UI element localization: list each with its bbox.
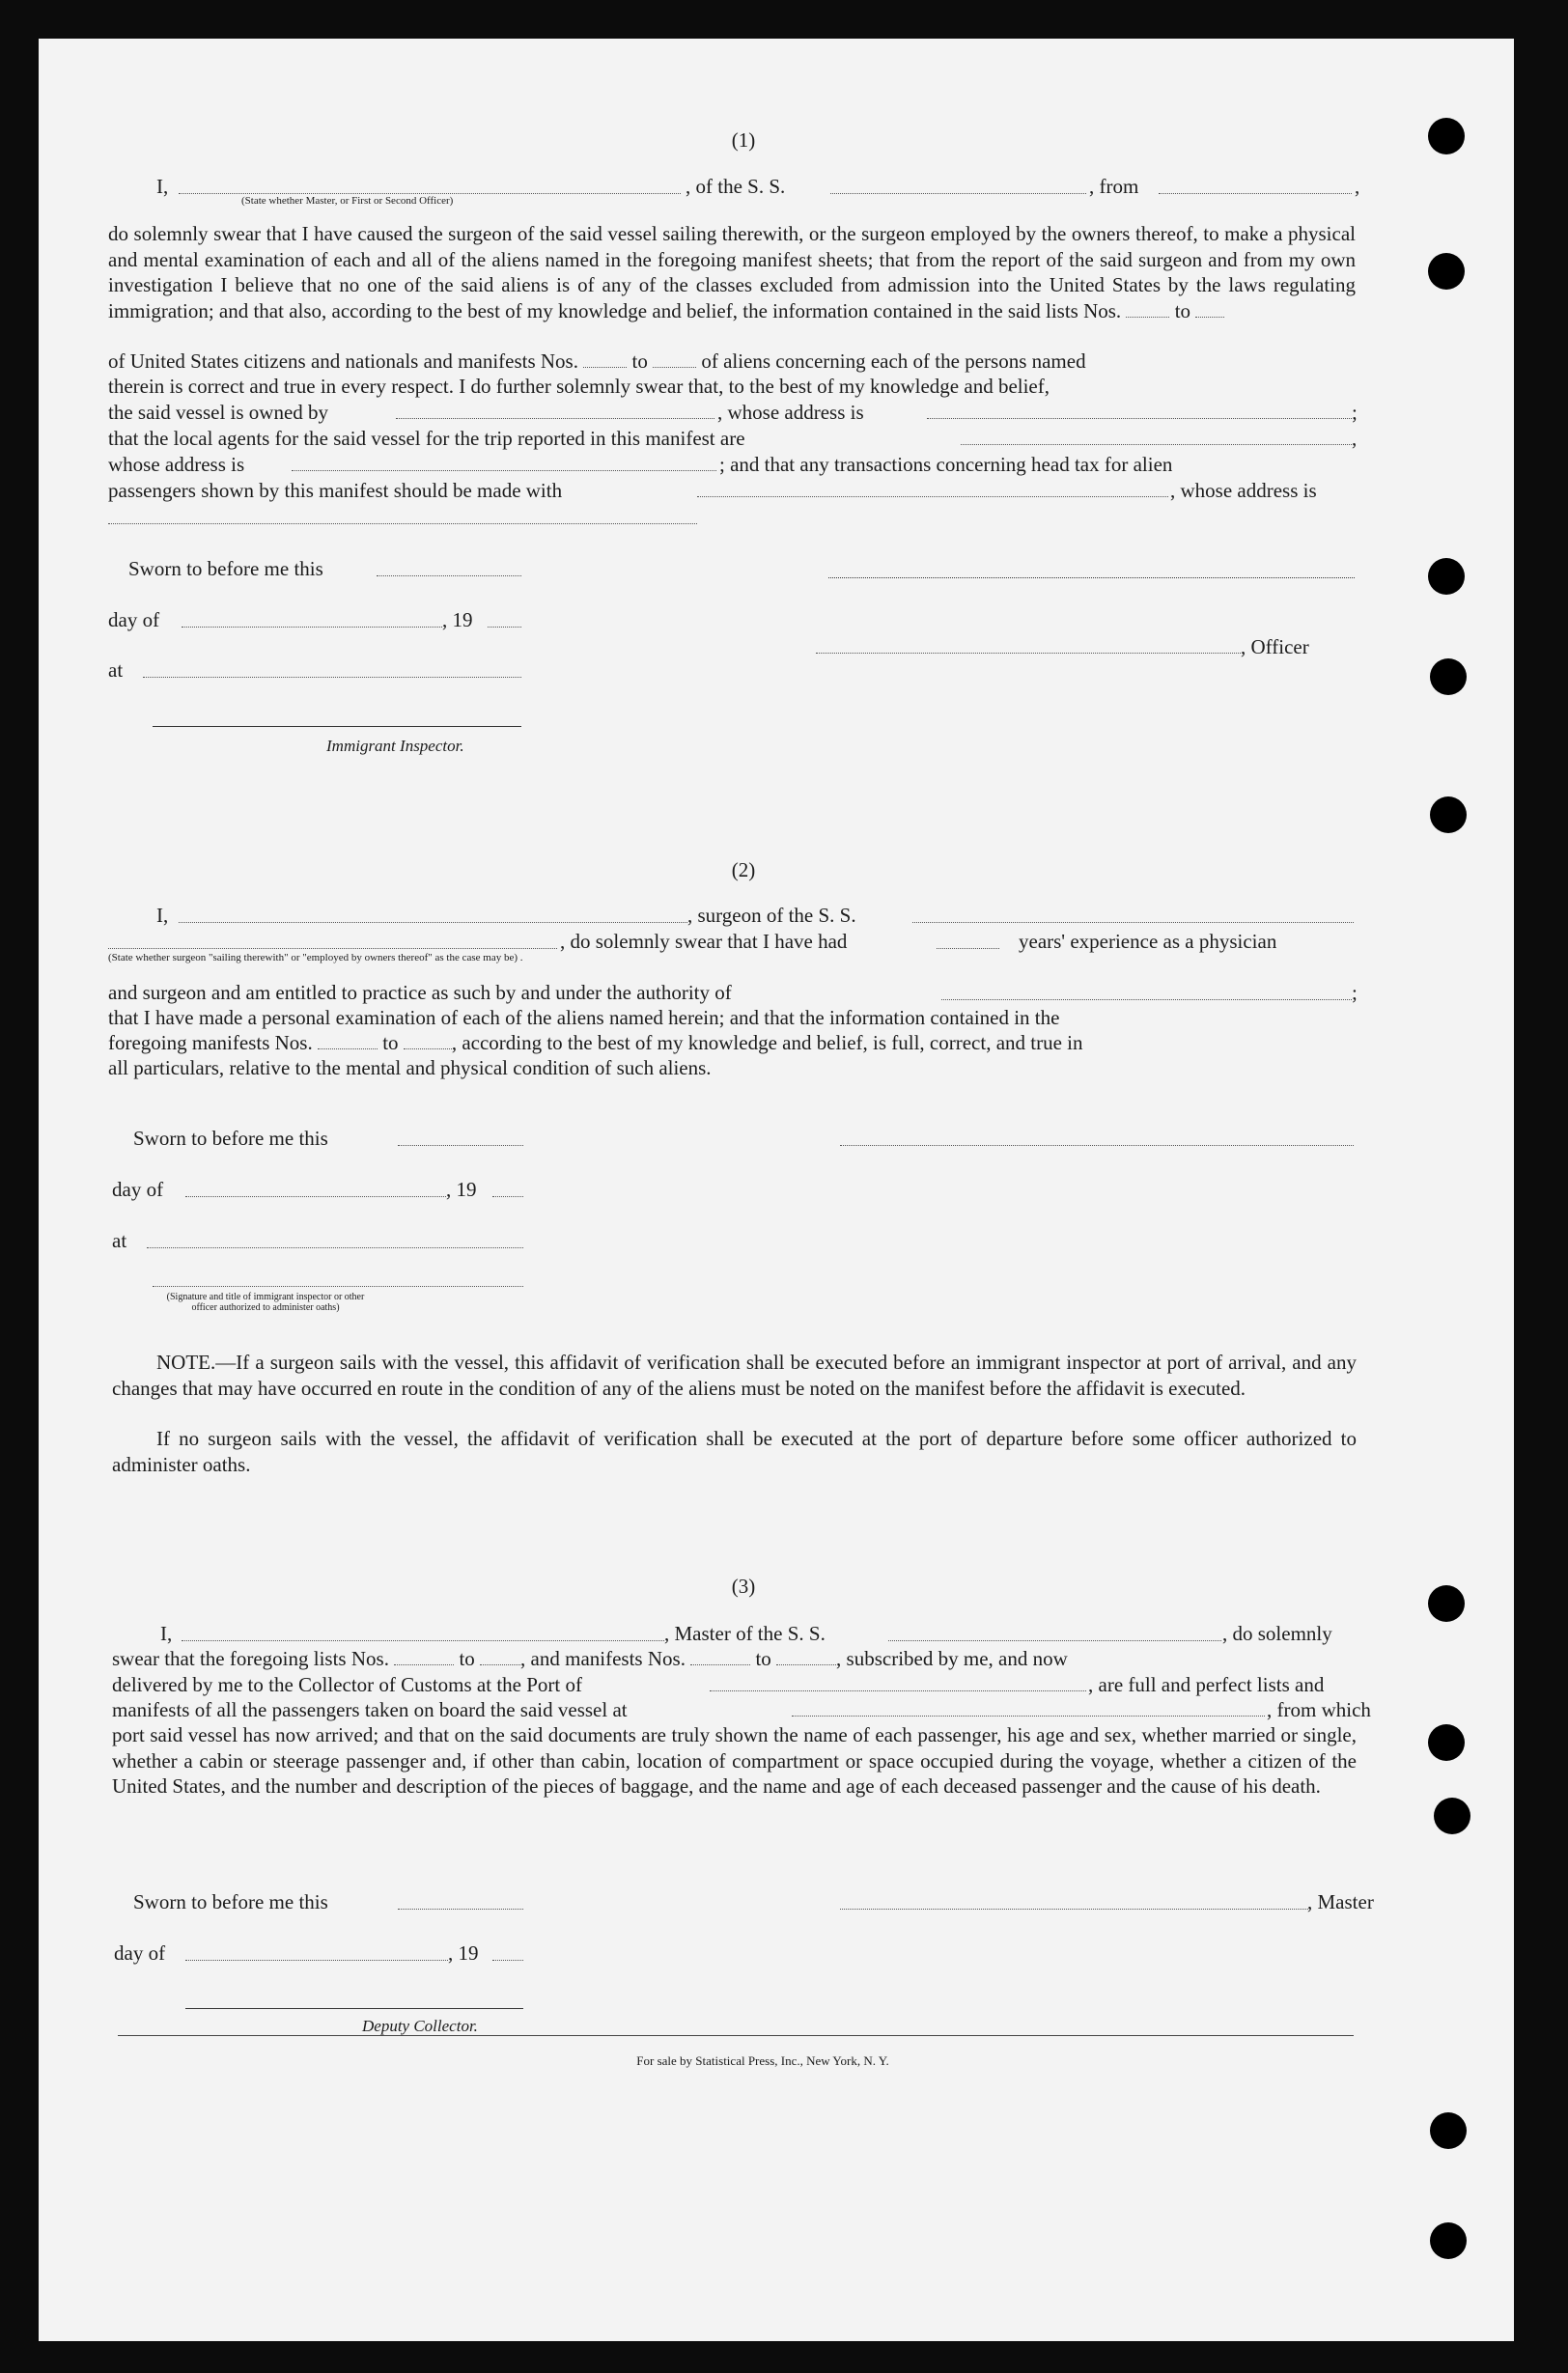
text-of-ss: , of the S. S.	[686, 175, 786, 198]
foregoing-line	[108, 1030, 1083, 1055]
master-signature-line[interactable]	[840, 1909, 1308, 1910]
note-paragraph-2	[112, 1426, 1357, 1477]
text-to: to	[459, 1647, 475, 1670]
master-of-text: , Master of the S. S.	[664, 1622, 826, 1645]
surgeon-note: (State whether surgeon "sailing therewith" or "employed by owners thereof" as the case may be) .	[108, 952, 523, 963]
subscribed-text: , subscribed by me, and now	[836, 1647, 1068, 1670]
lists-to-field[interactable]	[1195, 299, 1224, 318]
surgeon-vessel-field[interactable]	[912, 922, 1354, 923]
comma: ,	[1352, 427, 1358, 450]
binder-hole	[1428, 558, 1465, 595]
semicolon: ;	[1352, 981, 1358, 1004]
head-tax-agent-field[interactable]	[697, 496, 1168, 497]
sworn-date-field[interactable]	[398, 1145, 523, 1146]
head-tax-address-field[interactable]	[108, 523, 697, 524]
binder-hole	[1434, 1798, 1470, 1834]
sworn-label: Sworn to before me this	[133, 1127, 328, 1150]
oath-body: do solemnly swear that I have caused the surgeon of the said vessel sailing therewith, or the surgeon employed by the owners thereof, to make a physical and mental examination of each and all of the aliens named in the foregoing manifest sheets; that from the report of the said surgeon and from my own investigation I believe that no one of the said aliens is of any of the classes excluded from admission into the United States by the laws regulating immigration; and that also, according to the best of my knowledge and belief, the information contained in the said lists Nos.	[108, 222, 1356, 322]
master-vessel-field[interactable]	[888, 1640, 1221, 1641]
binder-hole	[1428, 253, 1465, 290]
embark-port-field[interactable]	[792, 1716, 1265, 1717]
authority-field[interactable]	[941, 999, 1352, 1000]
year-field[interactable]	[492, 1196, 523, 1197]
text-line2	[108, 349, 1356, 374]
from-field[interactable]	[1159, 193, 1352, 194]
inspector-signature-line[interactable]	[153, 726, 521, 727]
master-label: , Master	[1307, 1890, 1374, 1913]
owned-by-label: the said vessel is owned by	[108, 401, 329, 424]
at-field[interactable]	[143, 677, 521, 678]
signature-line[interactable]	[828, 577, 1355, 578]
officer-text: , Officer	[1241, 635, 1309, 658]
local-agents-label: that the local agents for the said vessel for the trip reported in this manifest are	[108, 427, 745, 450]
binder-hole	[1428, 1585, 1465, 1622]
text-to: to	[1174, 298, 1191, 322]
master-lists-from-field[interactable]	[394, 1647, 454, 1665]
port-field[interactable]	[710, 1690, 1086, 1691]
years-text: years' experience as a physician	[1019, 930, 1277, 953]
master-lists-to-field[interactable]	[480, 1647, 520, 1665]
manifest-affidavit-page	[39, 39, 1514, 2341]
officer-label	[816, 634, 1309, 659]
do-swear-text: , do solemnly swear that I have had	[560, 930, 848, 953]
sworn-label: Sworn to before me this	[128, 557, 323, 580]
manifest-from-field[interactable]	[583, 349, 627, 368]
year-label: , 19	[448, 1941, 479, 1965]
full-correct-text: , according to the best of my knowledge and belief, is full, correct, and true in	[451, 1031, 1083, 1054]
deputy-signature-line[interactable]	[185, 2008, 523, 2009]
text-comma: ,	[1355, 175, 1360, 198]
aliens-text: of aliens concerning each of the persons named	[701, 349, 1086, 373]
year-label: , 19	[442, 608, 473, 631]
at-label: at	[112, 1229, 127, 1252]
years-field[interactable]	[937, 948, 999, 949]
surgeon-signature-line[interactable]	[840, 1145, 1354, 1146]
owner-address-field[interactable]	[927, 418, 1352, 419]
surgeon-name-field[interactable]	[179, 922, 687, 923]
surgeon-of-text: , surgeon of the S. S.	[687, 904, 856, 927]
agent-address-field[interactable]	[292, 470, 716, 471]
whose-address-label: whose address is	[108, 453, 245, 476]
oath-paragraph	[108, 221, 1356, 323]
year-label: , 19	[446, 1178, 477, 1201]
inspector-label: Immigrant Inspector.	[326, 737, 464, 755]
whose-address-end: , whose address is	[1170, 479, 1317, 502]
semicolon: ;	[1352, 401, 1358, 424]
day-of-label: day of	[112, 1178, 164, 1201]
day-of-label: day of	[108, 608, 160, 631]
surgeon-manifest-to-field[interactable]	[404, 1031, 452, 1049]
binder-hole	[1430, 658, 1467, 695]
day-of-label: day of	[114, 1941, 166, 1965]
officer-field[interactable]	[179, 193, 681, 194]
binder-hole	[1430, 796, 1467, 833]
note-text-2: If no surgeon sails with the vessel, the affidavit of verification shall be executed at the port of departure before some officer authorized to administer oaths.	[112, 1427, 1357, 1476]
delivered-text: delivered by me to the Collector of Customs at the Port of	[112, 1673, 582, 1696]
text-i: I,	[156, 175, 169, 198]
year-field[interactable]	[488, 627, 521, 628]
exam-text: that I have made a personal examination of each of the aliens named herein; and that the information contained in the	[108, 1006, 1060, 1029]
note-text: —If a surgeon sails with the vessel, this affidavit of verification shall be executed before an immigrant inspector at port of arrival, and any changes that may have occurred en route in the condition of any of the aliens must be noted on the manifest before the affidavit is executed.	[112, 1351, 1357, 1400]
head-tax-text: ; and that any transactions concerning head tax for alien	[719, 453, 1173, 476]
year-field[interactable]	[492, 1960, 523, 1961]
vessel-field[interactable]	[830, 193, 1086, 194]
at-field[interactable]	[147, 1247, 523, 1248]
footer-rule	[118, 2035, 1354, 2036]
master-oath-body: port said vessel has now arrived; and that on the said documents are truly shown the name of each passenger, his age and sex, whether married or single, whether a cabin or steerage passenger and, if other than cabin, location of compartment or space occupied during the voyage, whether a citizen of the United States, and the number and description of the pieces of baggage, and the name and age of each deceased passenger and the cause of his death.	[112, 1723, 1357, 1798]
surgeon-manifest-from-field[interactable]	[318, 1031, 378, 1049]
text-to: to	[382, 1031, 399, 1054]
text-i: I,	[160, 1622, 173, 1645]
binder-hole	[1430, 2222, 1467, 2259]
section-number: (2)	[731, 858, 756, 881]
do-solemnly-text: , do solemnly	[1222, 1622, 1332, 1645]
binder-hole	[1430, 2112, 1467, 2149]
citizens-text: of United States citizens and nationals and manifests Nos.	[108, 349, 578, 373]
sworn-date-field[interactable]	[377, 575, 521, 576]
lists-from-field[interactable]	[1126, 299, 1169, 318]
master-manifests-from-field[interactable]	[690, 1647, 750, 1665]
authority-text: and surgeon and am entitled to practice as such by and under the authority of	[108, 981, 732, 1004]
full-lists-text: , are full and perfect lists and	[1088, 1673, 1325, 1696]
text-to: to	[631, 349, 648, 373]
deputy-label: Deputy Collector.	[362, 2017, 478, 2035]
binder-hole	[1428, 118, 1465, 154]
day-of-field[interactable]	[185, 1196, 446, 1197]
sworn-date-field[interactable]	[398, 1909, 523, 1910]
officer-note: (State whether Master, or First or Second Officer)	[241, 195, 454, 207]
and-manifests-text: , and manifests Nos.	[520, 1647, 686, 1670]
section-number: (3)	[731, 1575, 756, 1598]
note-label: NOTE.	[156, 1351, 216, 1374]
surgeon-status-field[interactable]	[108, 948, 557, 949]
text-from: , from	[1089, 175, 1139, 198]
master-name-field[interactable]	[182, 1640, 664, 1641]
particulars-text: all particulars, relative to the mental and physical condition of such aliens.	[108, 1056, 712, 1079]
passengers-text: passengers shown by this manifest should be made with	[108, 479, 563, 502]
officer-signature-field[interactable]	[816, 635, 1241, 654]
owner-field[interactable]	[396, 418, 714, 419]
signature-note-text: (Signature and title of immigrant inspector or other officer authorized to administer oaths)	[166, 1292, 365, 1313]
text-i: I,	[156, 904, 169, 927]
section-number: (1)	[731, 128, 756, 152]
at-label: at	[108, 658, 124, 682]
day-of-field[interactable]	[182, 627, 442, 628]
whose-address-label: , whose address is	[717, 401, 864, 424]
text-to: to	[755, 1647, 771, 1670]
correct-line: therein is correct and true in every respect. I do further solemnly swear that, to the best of my knowledge and belief,	[108, 375, 1050, 398]
from-which-text: , from which	[1267, 1698, 1371, 1721]
note-paragraph	[112, 1350, 1357, 1401]
manifests-all-text: manifests of all the passengers taken on board the said vessel at	[112, 1698, 628, 1721]
lists-line	[112, 1646, 1358, 1671]
day-of-field[interactable]	[185, 1960, 448, 1961]
manifest-to-field[interactable]	[653, 349, 696, 368]
foregoing-text: foregoing manifests Nos.	[108, 1031, 313, 1054]
footer-text: For sale by Statistical Press, Inc., New York, N. Y.	[636, 2053, 889, 2068]
sworn-label: Sworn to before me this	[133, 1890, 328, 1913]
swear-lists-text: swear that the foregoing lists Nos.	[112, 1647, 389, 1670]
master-manifests-to-field[interactable]	[776, 1647, 836, 1665]
local-agents-field[interactable]	[961, 444, 1352, 445]
binder-hole	[1428, 1724, 1465, 1761]
signature-note	[154, 1292, 377, 1313]
signature-field[interactable]	[153, 1286, 523, 1287]
